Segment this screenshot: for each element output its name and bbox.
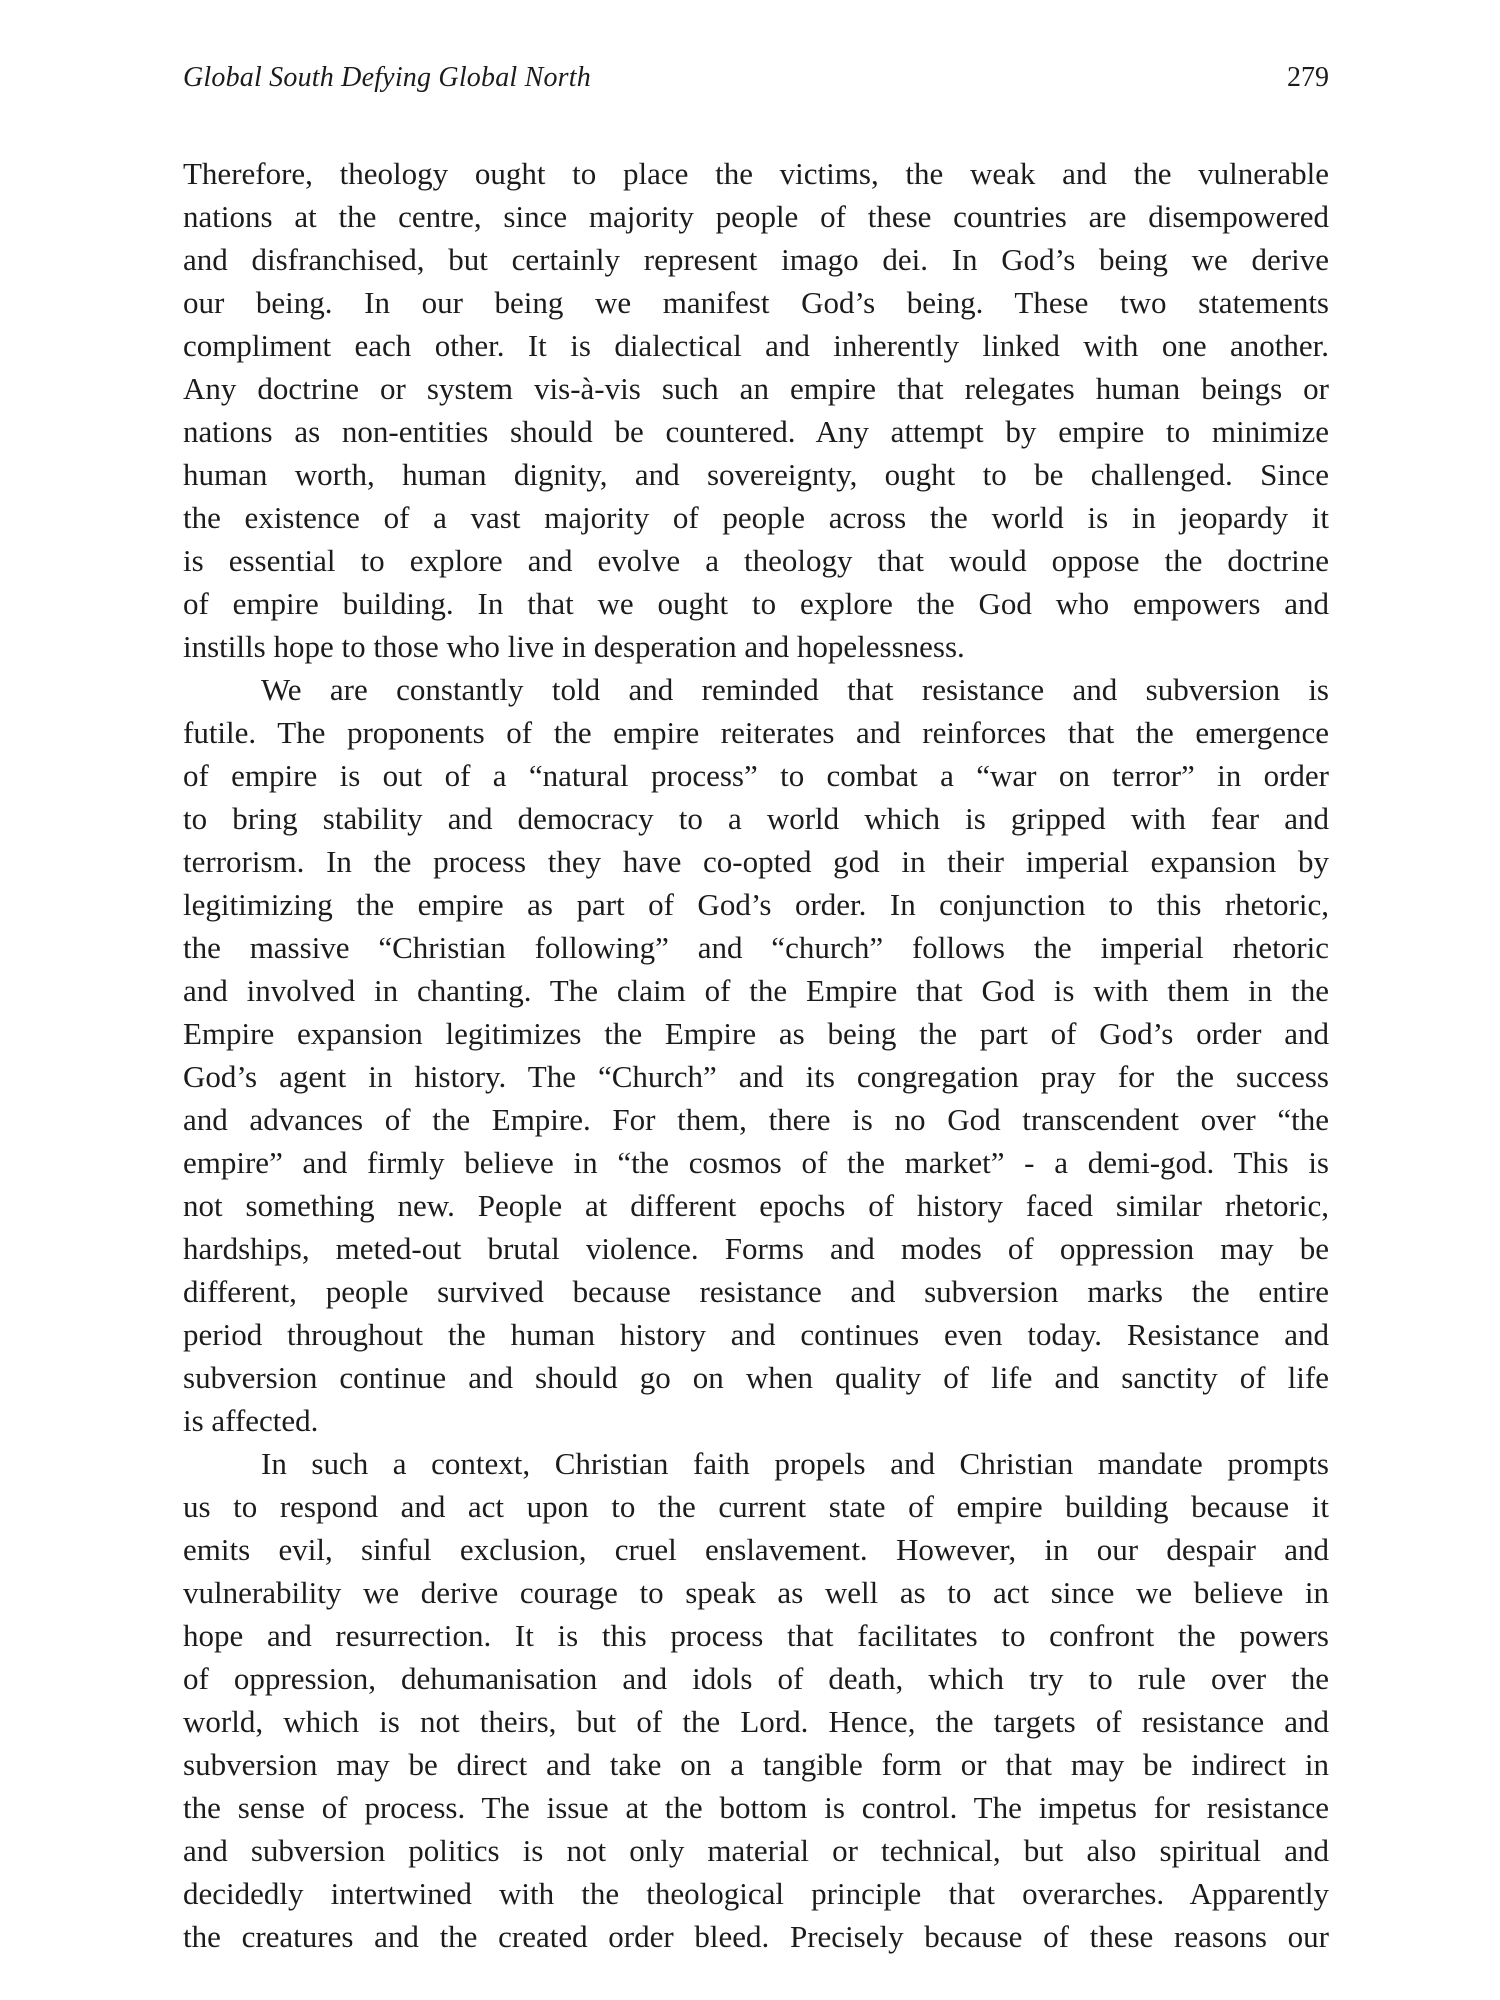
text-line: of oppression, dehumanisation and idols of death, which try to rule over the xyxy=(183,1661,1329,1696)
text-line: not something new. People at different epochs of history faced similar rhetoric, xyxy=(183,1188,1329,1223)
paragraph-start-line: We are constantly told and reminded that resistance and subversion is xyxy=(261,672,1329,707)
text-line: and subversion politics is not only material or technical, but also spiritual and xyxy=(183,1833,1329,1868)
text-line: subversion continue and should go on when quality of life and sanctity of life xyxy=(183,1360,1329,1395)
page-number: 279 xyxy=(1287,62,1329,93)
text-line: Therefore, theology ought to place the victims, the weak and the vulnerable xyxy=(183,156,1329,191)
text-line: compliment each other. It is dialectical and inherently linked with one another. xyxy=(183,328,1329,363)
paragraph-end-line: instills hope to those who live in desperation and hopelessness. xyxy=(183,629,965,664)
text-line: terrorism. In the process they have co-opted god in their imperial expansion by xyxy=(183,844,1329,879)
text-line: decidedly intertwined with the theological principle that overarches. Apparently xyxy=(183,1876,1329,1911)
text-line: futile. The proponents of the empire reiterates and reinforces that the emergence xyxy=(183,715,1329,750)
text-line: empire” and firmly believe in “the cosmos of the market” - a demi-god. This is xyxy=(183,1145,1329,1180)
text-line: God’s agent in history. The “Church” and its congregation pray for the success xyxy=(183,1059,1329,1094)
text-line: and advances of the Empire. For them, there is no God transcendent over “the xyxy=(183,1102,1329,1137)
text-line: period throughout the human history and continues even today. Resistance and xyxy=(183,1317,1329,1352)
text-line: human worth, human dignity, and sovereignty, ought to be challenged. Since xyxy=(183,457,1329,492)
text-line: nations as non-entities should be countered. Any attempt by empire to minimize xyxy=(183,414,1329,449)
text-line: the existence of a vast majority of people across the world is in jeopardy it xyxy=(183,500,1329,535)
text-line: the creatures and the created order bleed. Precisely because of these reasons our xyxy=(183,1919,1329,1954)
running-head xyxy=(183,62,1329,102)
running-title: Global South Defying Global North xyxy=(183,62,591,93)
text-line: hardships, meted-out brutal violence. Forms and modes of oppression may be xyxy=(183,1231,1329,1266)
text-line: and disfranchised, but certainly represent imago dei. In God’s being we derive xyxy=(183,242,1329,277)
text-line: nations at the centre, since majority people of these countries are disempowered xyxy=(183,199,1329,234)
text-line: our being. In our being we manifest God’s being. These two statements xyxy=(183,285,1329,320)
text-line: vulnerability we derive courage to speak as well as to act since we believe in xyxy=(183,1575,1329,1610)
text-line: of empire building. In that we ought to explore the God who empowers and xyxy=(183,586,1329,621)
paragraph-start-line: In such a context, Christian faith propels and Christian mandate prompts xyxy=(261,1446,1329,1481)
text-line: and involved in chanting. The claim of the Empire that God is with them in the xyxy=(183,973,1329,1008)
text-line: Empire expansion legitimizes the Empire as being the part of God’s order and xyxy=(183,1016,1329,1051)
text-line: the sense of process. The issue at the bottom is control. The impetus for resistance xyxy=(183,1790,1329,1825)
body-text xyxy=(183,152,1329,1958)
text-line: of empire is out of a “natural process” to combat a “war on terror” in order xyxy=(183,758,1329,793)
text-line: emits evil, sinful exclusion, cruel enslavement. However, in our despair and xyxy=(183,1532,1329,1567)
text-line: to bring stability and democracy to a world which is gripped with fear and xyxy=(183,801,1329,836)
text-line: different, people survived because resistance and subversion marks the entire xyxy=(183,1274,1329,1309)
text-line: the massive “Christian following” and “church” follows the imperial rhetoric xyxy=(183,930,1329,965)
text-line: Any doctrine or system vis-à-vis such an empire that relegates human beings or xyxy=(183,371,1329,406)
text-line: world, which is not theirs, but of the Lord. Hence, the targets of resistance and xyxy=(183,1704,1329,1739)
text-line: hope and resurrection. It is this process that facilitates to confront the powers xyxy=(183,1618,1329,1653)
text-line: legitimizing the empire as part of God’s order. In conjunction to this rhetoric, xyxy=(183,887,1329,922)
paragraph-end-line: is affected. xyxy=(183,1403,319,1438)
text-line: subversion may be direct and take on a tangible form or that may be indirect in xyxy=(183,1747,1329,1782)
text-line: us to respond and act upon to the current state of empire building because it xyxy=(183,1489,1329,1524)
text-line: is essential to explore and evolve a theology that would oppose the doctrine xyxy=(183,543,1329,578)
